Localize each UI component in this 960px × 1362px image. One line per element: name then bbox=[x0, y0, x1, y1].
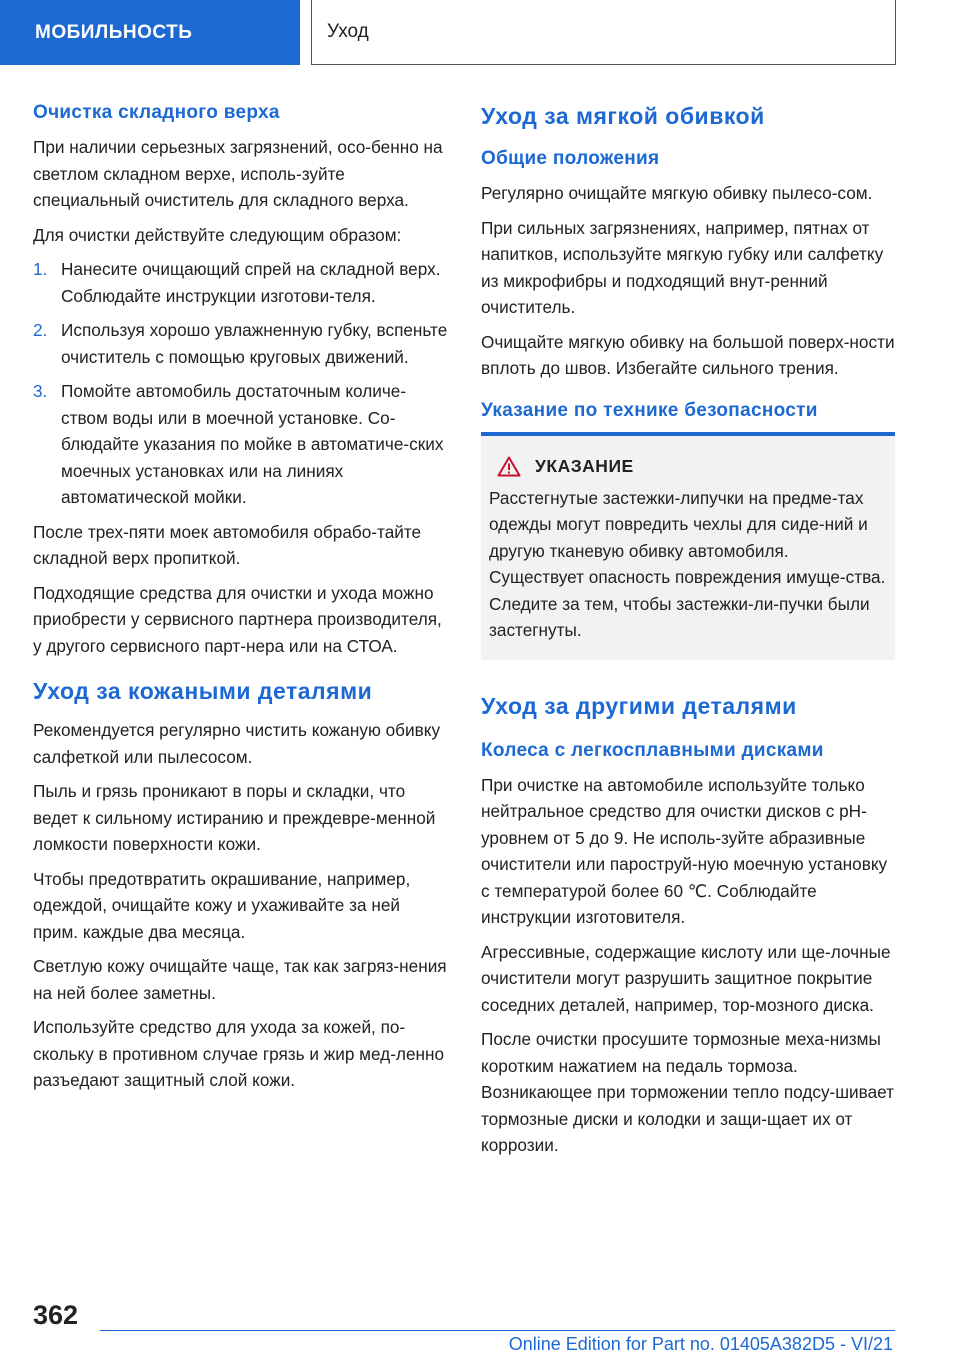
heading-safety-note: Указание по технике безопасности bbox=[481, 399, 818, 421]
heading-leather-care: Уход за кожаными деталями bbox=[33, 678, 373, 704]
paragraph: Чтобы предотвратить окрашивание, например, одеждой, очищайте кожу и ухаживайте за ней прим. каждые два месяца. bbox=[33, 868, 411, 942]
steps-list bbox=[33, 256, 448, 511]
paragraph: При сильных загрязнениях, например, пятнах от напитков, используйте мягкую губку или салфетку из микрофибры и подходящий внут-ренний очиститель. bbox=[481, 217, 884, 317]
paragraph: Регулярно очищайте мягкую обивку пылесо-сом. bbox=[481, 183, 873, 203]
heading-convertible-roof-cleaning: Очистка складного верха bbox=[33, 102, 280, 123]
chapter-tab[interactable]: МОБИЛЬНОСТЬ bbox=[0, 0, 300, 65]
footer-edition: Online Edition for Part no. 01405A382D5 - VI/21 bbox=[508, 1334, 893, 1354]
paragraph: При наличии серьезных загрязнений, осо-бенно на светлом складном верхе, исполь-зуйте специальный очиститель для складного верха. bbox=[33, 137, 443, 210]
page-number: 362 bbox=[33, 1300, 79, 1330]
paragraph: Светлую кожу очищайте чаще, так как загряз-нения на ней более заметны. bbox=[33, 956, 447, 1003]
paragraph: После трех-пяти моек автомобиля обрабо-тайте складной верх пропиткой. bbox=[33, 521, 422, 568]
paragraph: При очистке на автомобиле используйте только нейтральное средство для очистки дисков с pH-уровнем от 5 до 9. Не исполь-зуйте абразивные очистители или пароструй-ную моечную установку с температурой более 60 ℃. Соблюдайте инструкции изготовителя. bbox=[481, 774, 888, 927]
list-item bbox=[33, 256, 448, 309]
step-number: 1. bbox=[33, 259, 48, 279]
step-text: Нанесите очищающий спрей на складной верх. Соблюдайте инструкции изготови-теля. bbox=[61, 259, 441, 306]
heading-upholstery-care: Уход за мягкой обивкой bbox=[481, 103, 765, 129]
right-column bbox=[481, 100, 895, 1167]
paragraph: Очищайте мягкую обивку на большой поверх-ности вплоть до швов. Избегайте сильного трения. bbox=[481, 331, 895, 378]
heading-alloy-wheels: Колеса с легкосплавными дисками bbox=[481, 739, 824, 761]
list-item bbox=[33, 317, 448, 370]
paragraph: Подходящие средства для очистки и ухода можно приобрести у сервисного партнера производителя, у другого сервисного парт-нера или на СТОА. bbox=[33, 582, 442, 656]
notice-text: Расстегнутые застежки-липучки на предме-тах одежды могут повредить чехлы для сиде-ний и другую тканевую обивку автомобиля. Существует опасность повреждения имуще-ства. Следите за тем, чтобы застежки-ли-пучки были застегнуты. bbox=[489, 487, 886, 640]
step-text: Помойте автомобиль достаточным количе-ством воды или в моечной установке. Со-блюдайте указания по мойке в автоматиче-ских моечных установках или на линиях автоматической мойки. bbox=[61, 381, 444, 507]
heading-general: Общие положения bbox=[481, 148, 660, 169]
paragraph: Рекомендуется регулярно чистить кожаную обивку салфеткой или пылесосом. bbox=[33, 720, 441, 767]
notice-header bbox=[489, 456, 887, 477]
section-title: Уход bbox=[311, 0, 896, 65]
step-number: 2. bbox=[33, 320, 48, 340]
footer-divider bbox=[100, 1330, 895, 1331]
paragraph: Используйте средство для ухода за кожей, по-скольку в противном случае грязь и жир мед-ленно разъедают защитный слой кожи. bbox=[33, 1017, 445, 1090]
step-number: 3. bbox=[33, 381, 48, 401]
paragraph: После очистки просушите тормозные меха-низмы коротким нажатием на педаль тормоза. Возникающее при торможении тепло подсу-шивает тормозные диски и колодки и защи-щает их от коррозии. bbox=[481, 1029, 895, 1155]
step-text: Используя хорошо увлажненную губку, вспеньте очиститель с помощью круговых движений. bbox=[61, 320, 448, 367]
warning-triangle-icon bbox=[497, 456, 521, 477]
paragraph: Агрессивные, содержащие кислоту или ще-лочные очистители могут разрушить защитное покрытие соседних деталей, например, тор-мозного диска. bbox=[481, 941, 891, 1015]
paragraph: Пыль и грязь проникают в поры и складки, что ведет к сильному истиранию и преждевре-менной ломкости поверхности кожи. bbox=[33, 781, 436, 854]
left-column bbox=[33, 100, 448, 1102]
paragraph: Для очистки действуйте следующим образом: bbox=[33, 224, 402, 245]
safety-notice-box bbox=[481, 432, 895, 660]
notice-title: УКАЗАНИЕ bbox=[535, 455, 634, 476]
list-item bbox=[33, 378, 448, 511]
heading-other-parts-care: Уход за другими деталями bbox=[481, 692, 797, 719]
